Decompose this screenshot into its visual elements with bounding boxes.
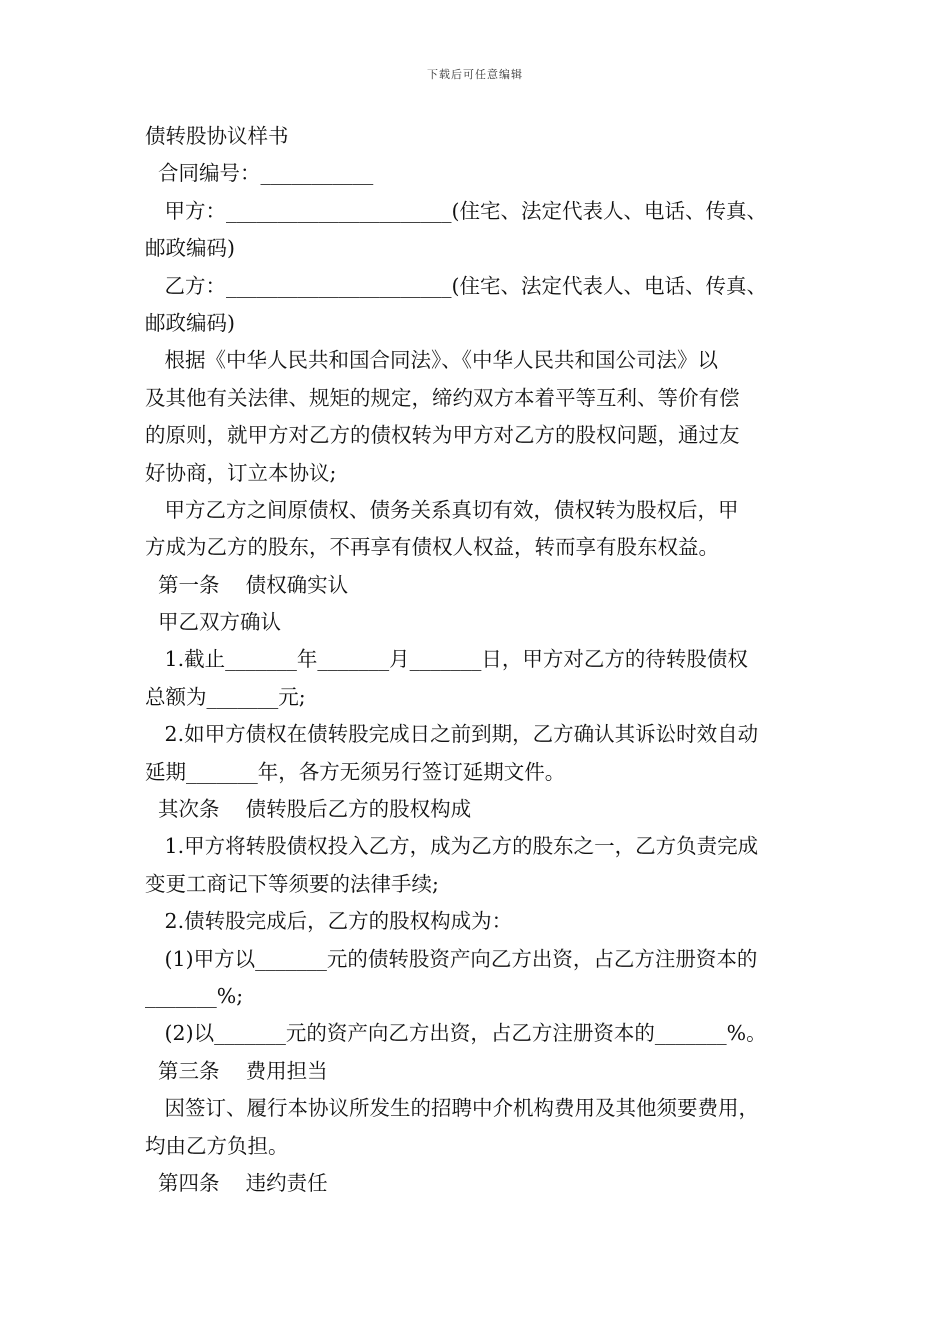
article-1-intro: 甲乙双方确认 <box>145 610 282 635</box>
article-2-subitem-1-cont: _______%; <box>145 983 244 1008</box>
article-2-item-1: 1.甲方将转股债权投入乙方，成为乙方的股东之一，乙方负责完成 <box>145 834 759 859</box>
party-b-line-cont: 邮政编码) <box>145 310 235 335</box>
article-1-item-2-cont: 延期_______年，各方无须另行签订延期文件。 <box>145 759 566 784</box>
party-a-line-cont: 邮政编码) <box>145 236 235 261</box>
article-2-subitem-2: (2)以_______元的资产向乙方出资，占乙方注册资本的_______%。 <box>145 1021 767 1046</box>
article-1-item-1-cont: 总额为_______元; <box>145 684 306 709</box>
header-note: 下载后可任意编辑 <box>427 68 523 81</box>
party-b-line: 乙方：______________________(住宅、法定代表人、电话、传真、 <box>145 273 768 298</box>
relationship-line: 方成为乙方的股东，不再享有债权人权益，转而享有股东权益。 <box>145 535 719 560</box>
relationship-line: 甲方乙方之间原债权、债务关系真切有效，债权转为股权后，甲 <box>145 497 739 522</box>
document-title: 债转股协议样书 <box>145 124 289 148</box>
article-1-item-1: 1.截止_______年_______月_______日，甲方对乙方的待转股债权 <box>145 647 748 672</box>
article-2-subitem-1: (1)甲方以_______元的债转股资产向乙方出资，占乙方注册资本的 <box>145 946 758 971</box>
article-3-body: 因签订、履行本协议所发生的招聘中介机构费用及其他须要费用， <box>145 1096 760 1121</box>
preamble-line: 的原则，就甲方对乙方的债权转为甲方对乙方的股权问题，通过友 <box>145 423 740 448</box>
contract-number-line: 合同编号：___________ <box>145 161 374 186</box>
article-2-heading: 其次条 债转股后乙方的股权构成 <box>145 797 472 822</box>
preamble-line: 根据《中华人民共和国合同法》、《中华人民共和国公司法》以 <box>145 348 719 373</box>
article-1-heading: 第一条 债权确实认 <box>145 572 349 597</box>
article-3-body-cont: 均由乙方负担。 <box>145 1133 289 1158</box>
article-2-item-2: 2.债转股完成后，乙方的股权构成为： <box>145 909 513 934</box>
preamble-line: 好协商，订立本协议; <box>145 460 337 485</box>
article-4-heading: 第四条 违约责任 <box>145 1170 328 1195</box>
party-a-line: 甲方：______________________(住宅、法定代表人、电话、传真、 <box>145 198 768 223</box>
article-1-item-2: 2.如甲方债权在债转股完成日之前到期，乙方确认其诉讼时效自动 <box>145 722 759 747</box>
article-3-heading: 第三条 费用担当 <box>145 1058 328 1083</box>
preamble-line: 及其他有关法律、规矩的规定，缔约双方本着平等互利、等价有偿 <box>145 385 740 410</box>
article-2-item-1-cont: 变更工商记下等须要的法律手续; <box>145 871 439 896</box>
document-body <box>145 118 817 1202</box>
